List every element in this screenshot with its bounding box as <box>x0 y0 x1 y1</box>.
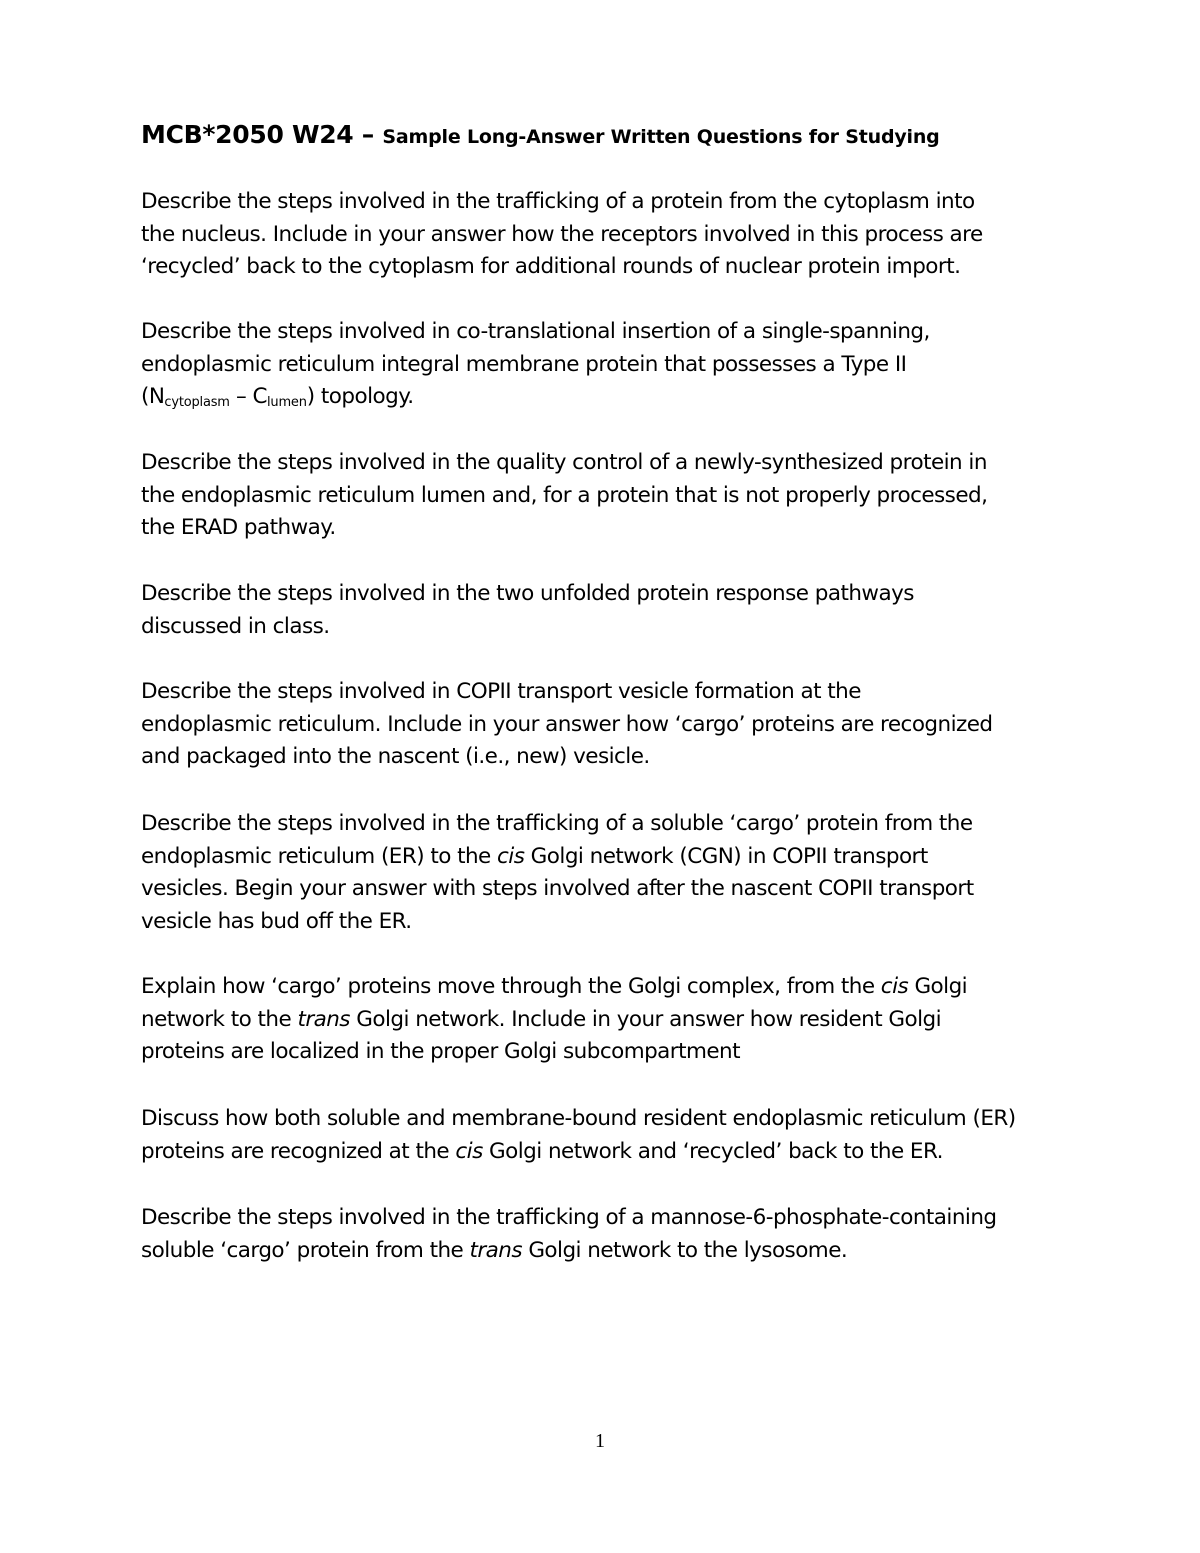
question-line: discussed in class. <box>141 613 330 639</box>
question-line: vesicles. Begin your answer with steps involved after the nascent COPII transport <box>141 876 974 902</box>
text-segment: Golgi network. Include in your answer how resident Golgi <box>349 1006 942 1032</box>
topology-dash: – <box>229 384 253 410</box>
question-line: Describe the steps involved in co-translational insertion of a single-spanning, <box>141 319 930 344</box>
title-course-code: MCB*2050 W24 – <box>141 120 383 149</box>
italic-term-cis: cis <box>497 843 525 869</box>
question-line: endoplasmic reticulum integral membrane protein that possesses a Type II <box>141 351 907 377</box>
question-line: the nucleus. Include in your answer how the receptors involved in this process are <box>141 221 983 247</box>
text-segment: endoplasmic reticulum (ER) to the <box>141 843 498 869</box>
question-line: vesicle has bud off the ER. <box>141 908 412 934</box>
page-number: 1 <box>595 1430 605 1452</box>
document-title <box>141 120 1061 149</box>
question-line <box>141 971 1071 1004</box>
text-segment: Golgi network (CGN) in COPII transport <box>524 843 928 869</box>
question-line: Describe the steps involved in the trafficking of a protein from the cytoplasm into <box>141 189 975 214</box>
text-segment: Golgi <box>908 974 968 999</box>
question-8 <box>141 1103 1071 1168</box>
text-segment: soluble ‘cargo’ protein from the <box>141 1237 470 1263</box>
question-line <box>141 1004 1071 1037</box>
question-line: Discuss how both soluble and membrane-bound resident endoplasmic reticulum (ER) <box>141 1106 1016 1131</box>
question-line: Describe the steps involved in the quality control of a newly-synthesized protein in <box>141 450 987 475</box>
text-segment: network to the <box>141 1006 298 1032</box>
text-segment: proteins are recognized at the <box>141 1138 456 1164</box>
question-9 <box>141 1202 1071 1267</box>
question-line: and packaged into the nascent (i.e., new) vesicle. <box>141 744 650 770</box>
text-segment: Golgi network and ‘recycled’ back to the ER. <box>482 1138 943 1164</box>
question-7 <box>141 971 1071 1069</box>
italic-term-trans: trans <box>297 1006 350 1032</box>
question-line: Describe the steps involved in the trafficking of a soluble ‘cargo’ protein from the <box>141 811 973 836</box>
topology-close: ) topology. <box>306 384 414 410</box>
question-line: endoplasmic reticulum. Include in your answer how ‘cargo’ proteins are recognized <box>141 711 993 737</box>
italic-term-cis: cis <box>880 974 909 999</box>
question-line <box>141 1136 1071 1169</box>
question-line: proteins are localized in the proper Golgi subcompartment <box>141 1039 741 1065</box>
text-segment: Explain how ‘cargo’ proteins move through the Golgi complex, from the <box>141 974 881 999</box>
question-line: Describe the steps involved in COPII transport vesicle formation at the <box>141 679 861 704</box>
question-line: Describe the steps involved in the trafficking of a mannose-6-phosphate-containing <box>141 1205 997 1230</box>
question-line: Describe the steps involved in the two unfolded protein response pathways <box>141 581 914 606</box>
text-segment: Golgi network to the lysosome. <box>522 1237 848 1263</box>
topology-c-subscript: lumen <box>267 395 307 411</box>
topology-line <box>141 381 1071 414</box>
question-line: ‘recycled’ back to the cytoplasm for additional rounds of nuclear protein import. <box>141 254 961 280</box>
question-1 <box>141 186 1071 284</box>
question-line: the endoplasmic reticulum lumen and, for a protein that is not properly processed, <box>141 482 988 508</box>
question-line: the ERAD pathway. <box>141 515 336 541</box>
question-3 <box>141 447 1071 545</box>
topology-open: ( <box>141 384 149 410</box>
question-5 <box>141 676 1071 774</box>
title-subtitle: Sample Long-Answer Written Questions for Studying <box>382 126 940 148</box>
italic-term-trans: trans <box>469 1237 523 1263</box>
question-line <box>141 1235 1071 1268</box>
question-4 <box>141 578 1071 643</box>
topology-n: N <box>148 384 165 410</box>
question-6 <box>141 808 1071 938</box>
topology-c: C <box>252 384 267 410</box>
topology-n-subscript: cytoplasm <box>164 395 230 411</box>
question-2 <box>141 316 1071 414</box>
question-line <box>141 841 1071 874</box>
italic-term-cis: cis <box>455 1138 483 1164</box>
